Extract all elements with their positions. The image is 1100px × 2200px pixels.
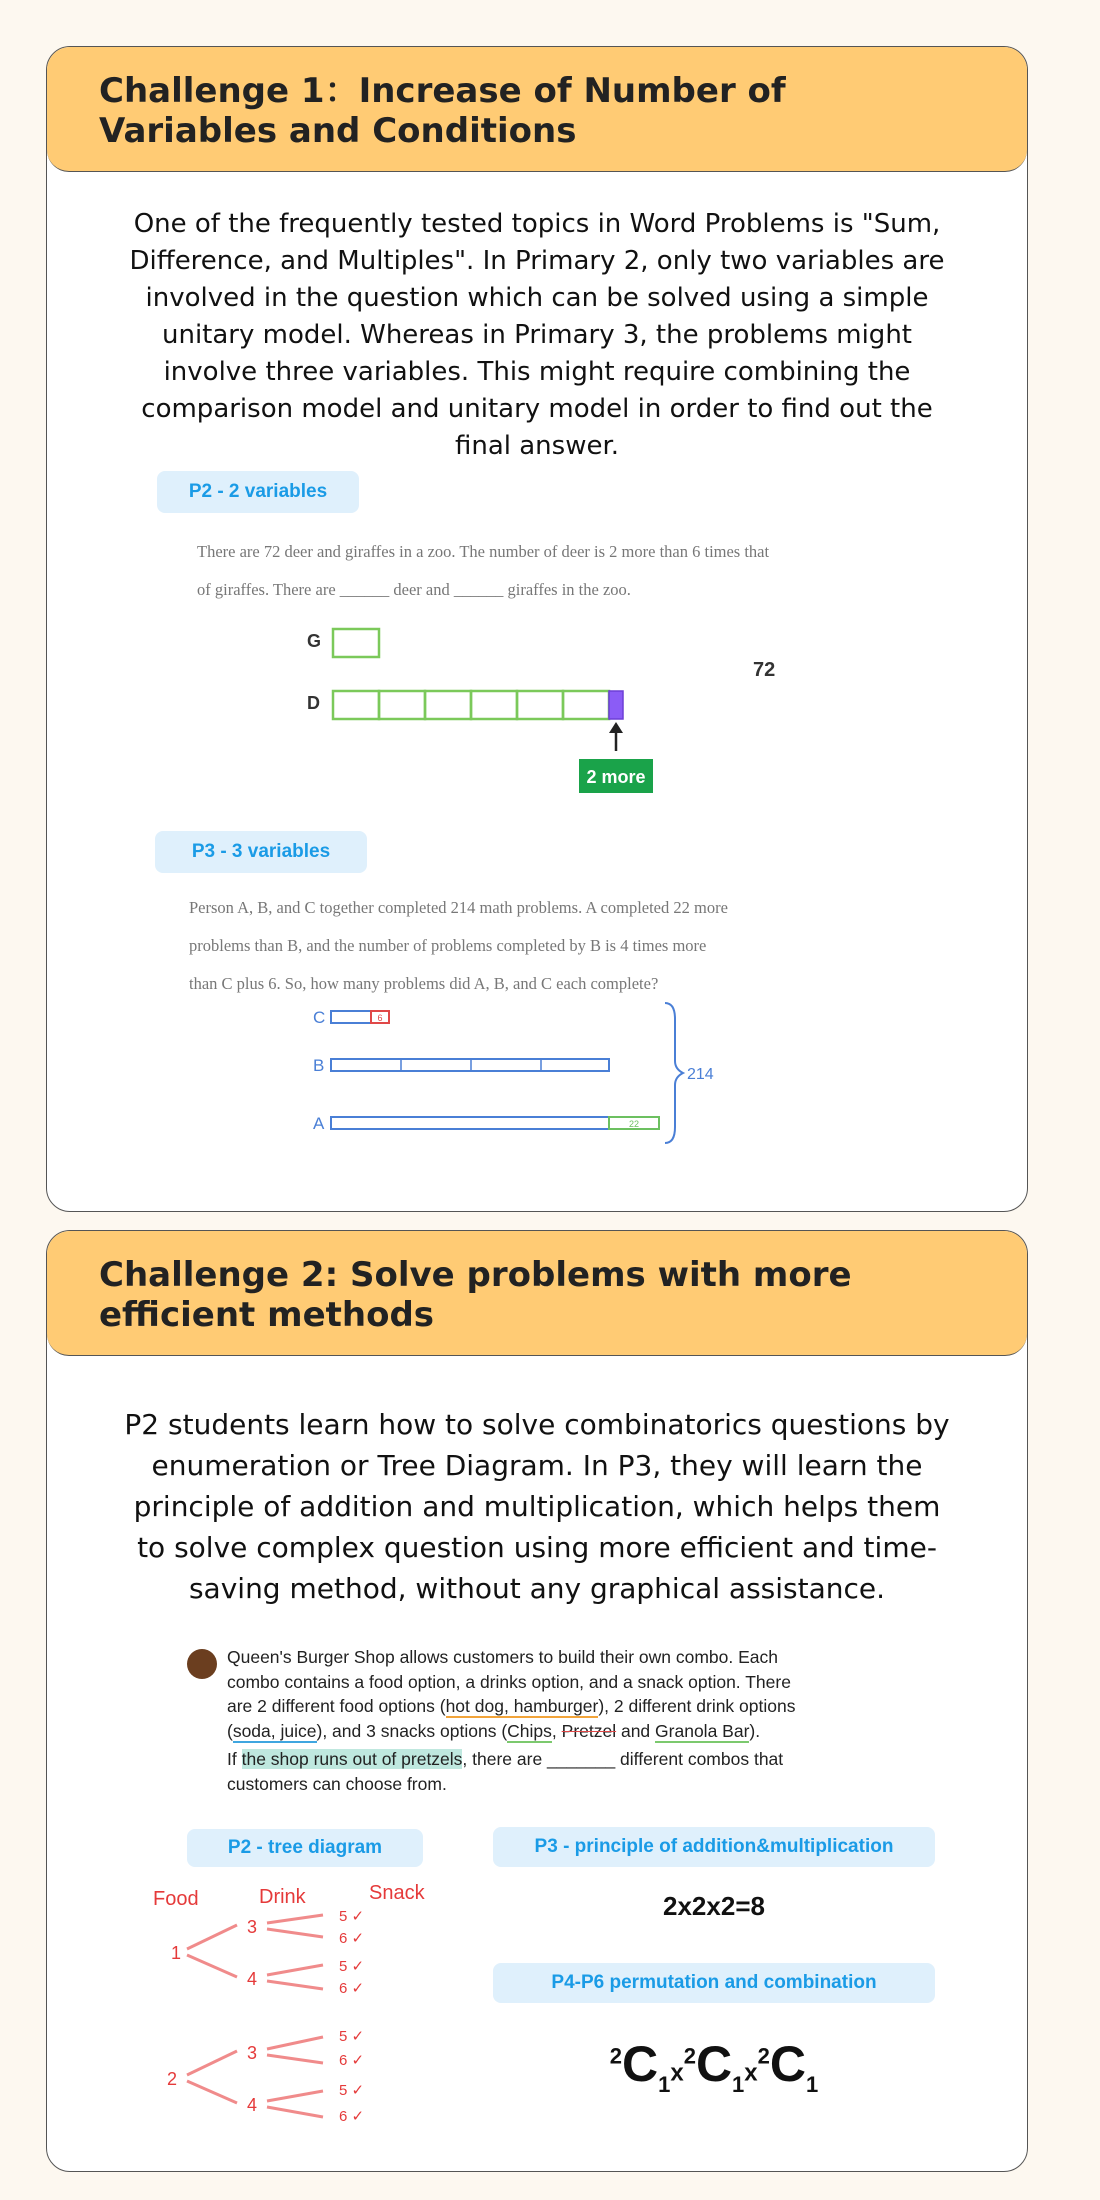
comb-2: $^2C_1$	[683, 2035, 745, 2097]
tree-drink-4: 4	[247, 2095, 258, 2115]
tree-snack-2: 6 ✓	[339, 1930, 365, 1947]
times-1: x	[670, 2059, 684, 2087]
tree-snack-8: 6 ✓	[339, 2108, 365, 2125]
food-options: hot dog, hamburger	[445, 1696, 599, 1716]
tree-snack-5: 5 ✓	[339, 2028, 365, 2045]
p2-bar-d	[333, 691, 609, 719]
p3-total-brace	[665, 1003, 683, 1143]
principle-formula: 2x2x2=8	[663, 1891, 765, 1921]
p2-bar-d-unit	[333, 691, 379, 719]
comb-3: $^2C_1$	[757, 2035, 819, 2097]
p3-label-b: B	[313, 1056, 325, 1075]
challenge-1-header	[47, 47, 1027, 172]
p2-bar-d-unit	[471, 691, 517, 719]
p2-bar-d-extra	[609, 691, 623, 719]
p2-label-g: G	[307, 631, 322, 651]
p3-question-line-3: than C plus 6. So, how many problems did A, B, and C each complete?	[189, 974, 659, 993]
p3-question-line-1: Person A, B, and C together completed 214 math problems. A completed 22 more	[189, 898, 728, 917]
pretzel-condition: the shop runs out of pretzels	[241, 1749, 463, 1769]
challenge-2-header	[47, 1231, 1027, 1356]
challenge-1-intro: One of the frequently tested topics in Word Problems is "Sum, Difference, and Multiples". In Primary 2, only two variables are involved in the question which can be solved using a simple unitary model. Whereas in Primary 3, the problems might involve three variables. This might require combining the comparison model and unitary model in order to find out the final answer.	[129, 209, 945, 461]
p3-question-line-2: problems than B, and the number of problems completed by B is 4 times more	[189, 936, 707, 955]
burger-question	[197, 1645, 937, 1796]
p2-total: 72	[753, 659, 776, 681]
combination-formula	[493, 2021, 935, 2120]
p3-a-extra: 22	[628, 1119, 640, 1129]
tree-header-snack: Snack	[369, 1882, 425, 1904]
tree-diagram	[147, 1879, 497, 2149]
avatar	[187, 1649, 217, 1679]
p3-variables-pill: P3 - 3 variables	[155, 831, 367, 873]
challenge-2-intro: P2 students learn how to solve combinatorics questions by enumeration or Tree Diagram. In P3, they will learn the principle of addition and multiplication, which helps them to solve complex question using more efficient and time-saving method, without any graphical assistance.	[124, 1408, 950, 1605]
p2-variables-pill: P2 - 2 variables	[157, 471, 359, 513]
p3-label-c: C	[313, 1008, 326, 1027]
p2-question-line-2: of giraffes. There are ______ deer and ______ giraffes in the zoo.	[197, 580, 631, 599]
challenge-1-title: Challenge 1：Increase of Number of Variables and Conditions	[99, 71, 786, 151]
p3-label-a: A	[313, 1114, 325, 1133]
p3-bar-a	[331, 1117, 609, 1129]
p2-bar-g	[333, 629, 379, 657]
tree-snack-6: 6 ✓	[339, 2052, 365, 2069]
p3-c-extra: 6	[377, 1013, 383, 1023]
question-line-4: (soda, juice), and 3 snacks options (Chips, Pretzel and Granola Bar).	[227, 1720, 761, 1741]
tree-header-drink: Drink	[259, 1886, 306, 1908]
drink-options: soda, juice	[232, 1720, 317, 1741]
question-line-1: Queen's Burger Shop allows customers to build their own combo. Each	[227, 1647, 778, 1667]
p2-tag: 2 more	[586, 767, 646, 787]
p2-bar-d-unit	[563, 691, 609, 719]
snack-chips: Chips	[507, 1720, 552, 1741]
challenge-2-title: Challenge 2: Solve problems with more efficient methods	[99, 1255, 852, 1335]
tree-drink-2: 4	[247, 1969, 258, 1989]
p3-bar-model	[313, 997, 773, 1177]
question-line-2: combo contains a food option, a drinks option, and a snack option. There	[227, 1671, 791, 1692]
question-line-3: are 2 different food options (hot dog, hamburger), 2 different drink options	[227, 1696, 796, 1716]
tree-snack-3: 5 ✓	[339, 1958, 365, 1975]
tree-snack-4: 6 ✓	[339, 1980, 365, 1997]
challenge-2-card	[46, 1230, 1028, 2172]
tree-snack-7: 5 ✓	[339, 2082, 365, 2099]
permutation-pill: P4-P6 permutation and combination	[493, 1963, 935, 2003]
p2-bar-d-unit	[425, 691, 471, 719]
p3-total: 214	[687, 1066, 714, 1083]
p2-bar-d-unit	[379, 691, 425, 719]
times-2: x	[744, 2059, 758, 2087]
p2-label-d: D	[307, 693, 320, 713]
snack-granola: Granola Bar	[655, 1720, 750, 1741]
snack-pretzel: Pretzel	[561, 1720, 617, 1741]
tree-snack-1: 5 ✓	[339, 1908, 365, 1925]
tree-food-2: 2	[167, 2069, 178, 2089]
principle-pill: P3 - principle of addition&multiplication	[493, 1827, 935, 1867]
tree-header-food: Food	[153, 1888, 199, 1910]
tree-drink-1: 3	[247, 1917, 258, 1937]
tree-diagram-pill: P2 - tree diagram	[187, 1829, 423, 1867]
question-line-6: customers can choose from.	[227, 1773, 447, 1794]
challenge-1-card	[46, 46, 1028, 1212]
tree-drink-3: 3	[247, 2043, 258, 2063]
tree-food-1: 1	[171, 1943, 182, 1963]
question-line-5: If the shop runs out of pretzels, there are _______ different combos that	[227, 1749, 784, 1769]
p3-bar-b	[331, 1059, 609, 1071]
p2-question-line-1: There are 72 deer and giraffes in a zoo. The number of deer is 2 more than 6 times that	[197, 542, 770, 561]
p2-arrow-head	[609, 722, 623, 733]
comb-1: $^2C_1$	[609, 2035, 671, 2097]
p2-bar-model	[307, 619, 727, 799]
p2-bar-d-unit	[517, 691, 563, 719]
